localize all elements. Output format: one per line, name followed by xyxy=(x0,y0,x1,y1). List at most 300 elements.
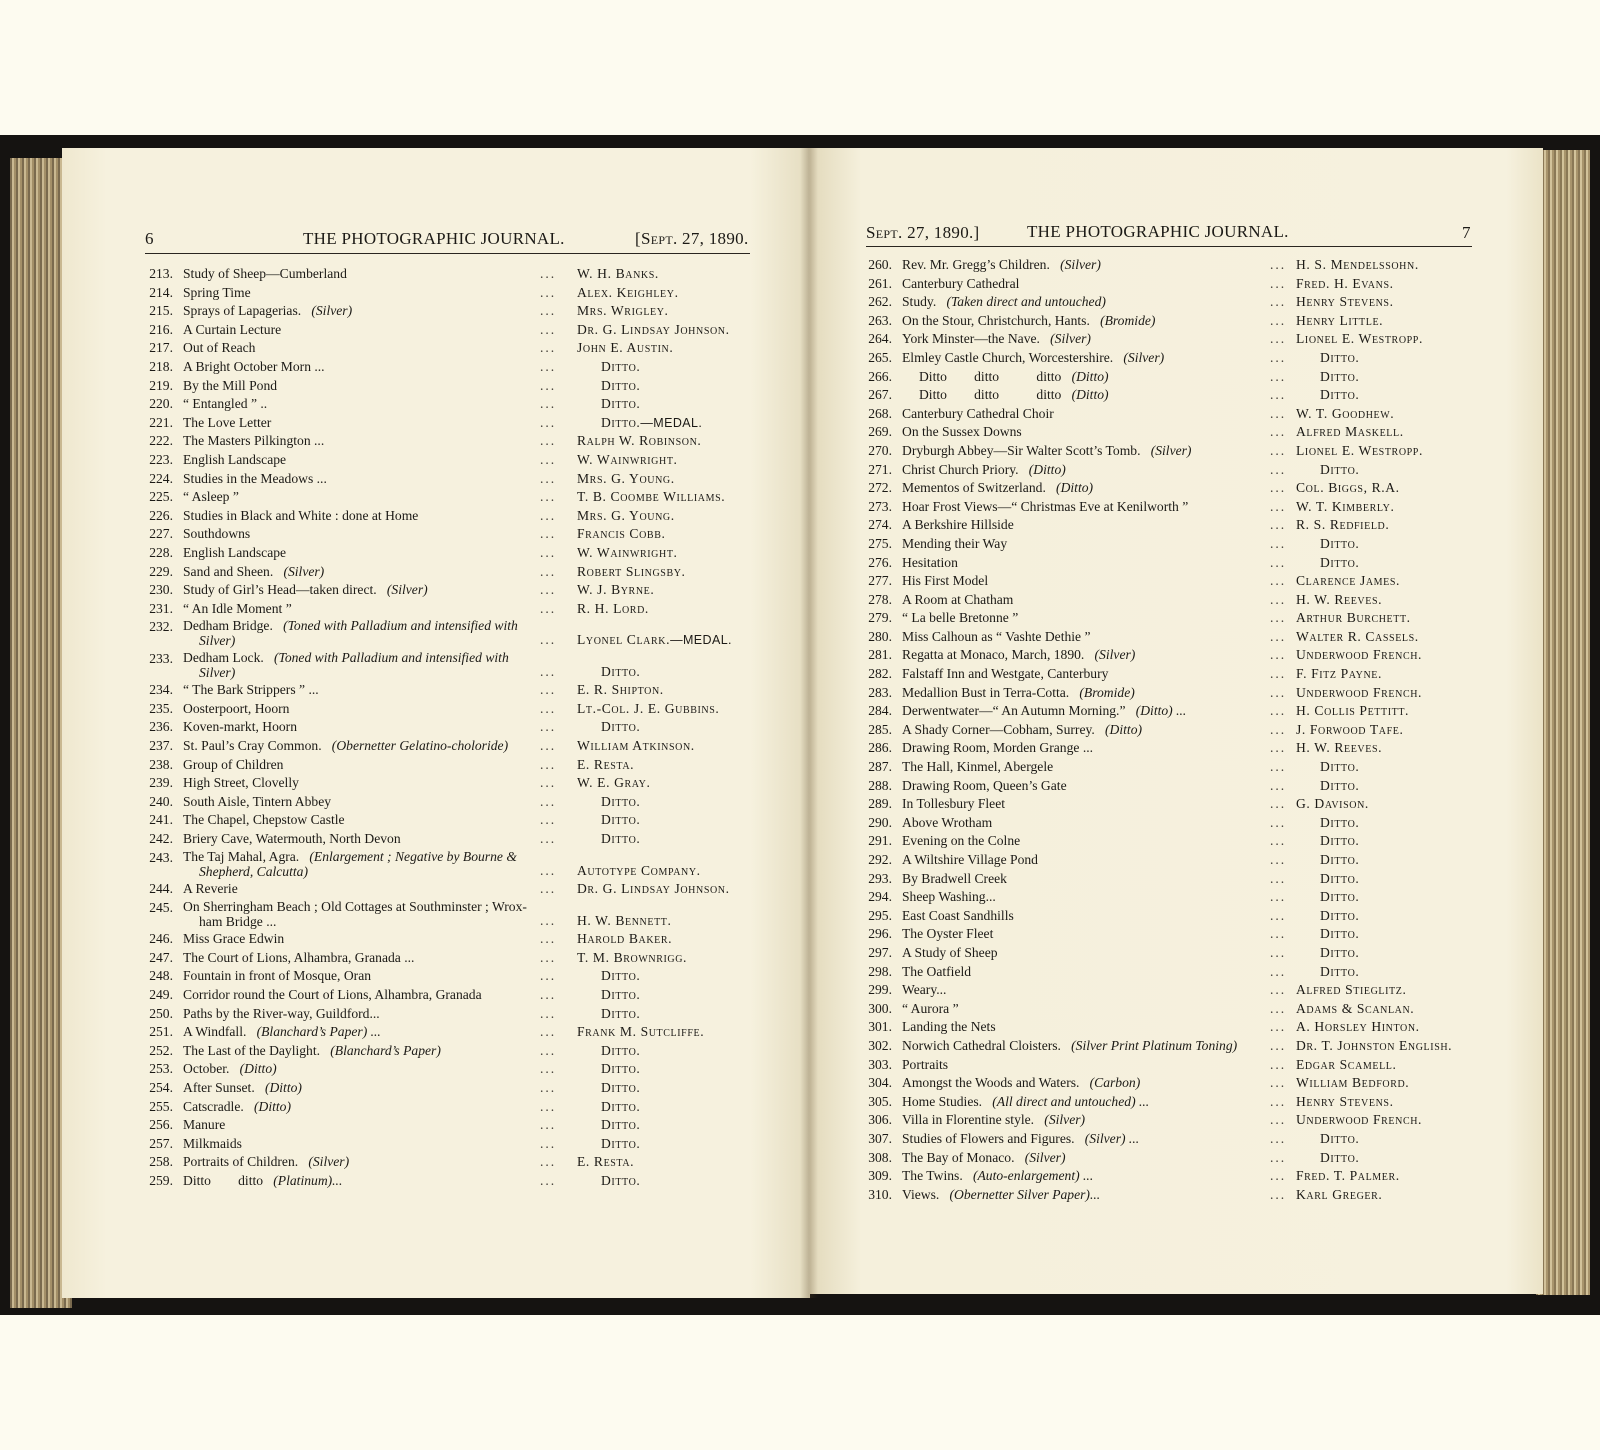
entry-title xyxy=(902,312,1155,331)
catalogue-entry xyxy=(862,1056,1482,1075)
exhibitor-name: Ditto. xyxy=(1320,907,1360,923)
entry-exhibitor xyxy=(1296,516,1389,535)
entry-title-text: Evening on the Colne xyxy=(902,833,1021,849)
entry-title-text: Medallion Bust in Terra-Cotta. xyxy=(902,684,1070,700)
entry-title-text: The Last of the Daylight. xyxy=(183,1042,321,1058)
catalogue-entry xyxy=(862,479,1482,498)
entry-title xyxy=(902,1056,948,1075)
catalogue-entry xyxy=(143,1153,763,1172)
entry-title-text: Spring Time xyxy=(183,284,251,300)
leader-dots: ... xyxy=(540,600,557,616)
entry-exhibitor xyxy=(1296,461,1359,480)
entry-exhibitor xyxy=(1296,1093,1394,1112)
exhibitor-name: A. Horsley Hinton. xyxy=(1296,1019,1420,1035)
exhibitor-name: John E. Austin. xyxy=(577,340,674,356)
exhibitor-name: Alfred Stieglitz. xyxy=(1296,982,1407,998)
entry-process-note: (Blanchard’s Paper) ... xyxy=(256,1024,381,1040)
leader-dots: ... xyxy=(540,862,557,878)
catalogue-entry xyxy=(862,591,1482,610)
exhibitor-name: Arthur Burchett. xyxy=(1296,610,1411,626)
catalogue-entry xyxy=(862,851,1482,870)
entry-title xyxy=(183,488,239,507)
entry-title xyxy=(902,702,1186,721)
entry-number: 250. xyxy=(149,1005,173,1021)
entry-exhibitor xyxy=(577,718,640,737)
entry-title-text: Views. xyxy=(902,1186,940,1202)
entry-number: 245. xyxy=(149,899,173,915)
exhibitor-name: E. Resta. xyxy=(577,1154,635,1170)
leader-dots: ... xyxy=(1270,554,1287,570)
entry-number: 233. xyxy=(149,650,173,666)
entry-exhibitor xyxy=(1296,293,1394,312)
entry-exhibitor xyxy=(1296,275,1394,294)
entry-title-text: Mending their Way xyxy=(902,535,1008,551)
exhibitor-name: E. R. Shipton. xyxy=(577,682,664,698)
entry-number: 265. xyxy=(868,349,892,365)
entry-process-note: (Ditto) xyxy=(1071,368,1109,384)
exhibitor-name: Ditto. xyxy=(1320,387,1360,403)
exhibitor-name: W. Wainwright. xyxy=(577,544,678,560)
catalogue-entry xyxy=(862,461,1482,480)
entry-process-note: (Silver) xyxy=(1094,647,1136,663)
entry-exhibitor xyxy=(577,432,701,451)
right-page-edges xyxy=(1536,150,1590,1295)
exhibitor-name: Henry Little. xyxy=(1296,312,1384,328)
entry-number: 259. xyxy=(149,1172,173,1188)
entry-exhibitor xyxy=(577,1060,640,1079)
catalogue-entry xyxy=(862,554,1482,573)
catalogue-entry xyxy=(862,293,1482,312)
entry-title-text: Rev. Mr. Gregg’s Children. xyxy=(902,257,1050,272)
exhibitor-name: W. J. Byrne. xyxy=(577,582,655,598)
exhibitor-name: Ditto. xyxy=(1320,814,1360,830)
leader-dots: ... xyxy=(1270,349,1287,365)
exhibitor-name: Alex. Keighley. xyxy=(577,284,679,300)
entry-number: 236. xyxy=(149,719,173,735)
entry-title xyxy=(183,700,289,719)
entry-title-text: Manure xyxy=(183,1117,226,1133)
leader-dots: ... xyxy=(1270,1075,1287,1091)
entry-process-note: (Ditto) xyxy=(1105,721,1143,737)
entry-number: 230. xyxy=(149,582,173,598)
entry-title xyxy=(183,451,286,470)
entry-title-text: On the Stour, Christchurch, Hants. xyxy=(902,312,1090,328)
entry-number: 293. xyxy=(868,870,892,886)
entry-title-text: The Twins. xyxy=(902,1168,963,1184)
entry-exhibitor xyxy=(577,830,640,849)
entry-title xyxy=(183,1116,225,1135)
catalogue-entry xyxy=(862,777,1482,796)
entry-title-text: High Street, Clovelly xyxy=(183,775,299,791)
entry-exhibitor xyxy=(1296,1167,1400,1186)
right-header-date: Sept. 27, 1890.] xyxy=(866,223,980,242)
entry-title-text: Ditto ditto ditto xyxy=(902,387,1062,403)
exhibitor-name: Ditto. xyxy=(601,1117,641,1133)
leader-dots: ... xyxy=(540,358,557,374)
entry-number: 282. xyxy=(868,666,892,682)
exhibitor-name: Underwood French. xyxy=(1296,647,1423,663)
entry-number: 226. xyxy=(149,507,173,523)
leader-dots: ... xyxy=(1270,498,1287,514)
catalogue-entry xyxy=(862,535,1482,554)
exhibitor-name: Lt.-Col. J. E. Gubbins. xyxy=(577,700,720,716)
entry-process-note: (Silver) xyxy=(1044,1112,1086,1128)
entry-title xyxy=(902,330,1091,349)
entry-process-note: (Silver) ... xyxy=(1084,1130,1140,1146)
catalogue-entry xyxy=(143,432,763,451)
catalogue-entry xyxy=(143,967,763,986)
exhibitor-name: Ditto. xyxy=(601,812,641,828)
catalogue-entry xyxy=(143,930,763,949)
entry-second-line xyxy=(199,864,308,880)
leader-dots: ... xyxy=(1270,944,1287,960)
entry-process-note: (Toned with Palladium and intensified with xyxy=(283,618,518,634)
exhibitor-name: Lionel E. Westropp. xyxy=(1296,331,1423,347)
entry-title-text: Miss Grace Edwin xyxy=(183,931,285,947)
leader-dots: ... xyxy=(540,912,557,928)
entry-exhibitor xyxy=(577,756,634,775)
entry-title-text: Catscradle. xyxy=(183,1098,244,1114)
entry-exhibitor xyxy=(1296,1186,1382,1205)
entry-number: 286. xyxy=(868,740,892,756)
entry-exhibitor xyxy=(1296,1056,1397,1075)
exhibitor-name: Adams & Scanlan. xyxy=(1296,1000,1415,1016)
left-page-number: 6 xyxy=(145,229,154,248)
entry-title xyxy=(183,525,250,544)
catalogue-entry xyxy=(862,702,1482,721)
catalogue-entry xyxy=(143,756,763,775)
entry-exhibitor xyxy=(1296,1074,1409,1093)
catalogue-entry xyxy=(862,330,1482,349)
leader-dots: ... xyxy=(1270,1056,1287,1072)
entry-exhibitor xyxy=(577,414,702,433)
entry-number: 269. xyxy=(868,424,892,440)
catalogue-entry xyxy=(143,737,763,756)
leader-dots: ... xyxy=(540,582,557,598)
entry-title-text: The Love Letter xyxy=(183,414,272,430)
leader-dots: ... xyxy=(540,451,557,467)
leader-dots: ... xyxy=(540,1042,557,1058)
catalogue-entry xyxy=(862,1111,1482,1130)
entry-number: 221. xyxy=(149,414,173,430)
exhibitor-name: Ditto. xyxy=(601,831,641,847)
entry-number: 257. xyxy=(149,1135,173,1151)
leader-dots: ... xyxy=(1270,424,1287,440)
entry-exhibitor xyxy=(1296,423,1404,442)
leader-dots: ... xyxy=(1270,1186,1287,1202)
entry-process-note: (Obernetter Gelatino-choloride) xyxy=(331,738,509,754)
leader-dots: ... xyxy=(1270,759,1287,775)
exhibitor-name: Ditto. xyxy=(601,377,641,393)
entry-title-text: Mementos of Switzerland. xyxy=(902,480,1046,496)
exhibitor-name: Ditto. xyxy=(601,414,641,430)
entry-title-text: Landing the Nets xyxy=(902,1019,996,1035)
catalogue-entry xyxy=(862,1130,1482,1149)
catalogue-entry xyxy=(143,1005,763,1024)
entry-number: 215. xyxy=(149,303,173,319)
entry-title-text: Weary... xyxy=(902,982,947,998)
entry-process-note: (Ditto) xyxy=(253,1098,291,1114)
entry-number: 283. xyxy=(868,684,892,700)
entry-title xyxy=(902,1018,996,1037)
leader-dots: ... xyxy=(1270,1168,1287,1184)
catalogue-entry xyxy=(143,581,763,600)
entry-process-note: (Obernetter Silver Paper)... xyxy=(949,1186,1101,1202)
entry-title xyxy=(902,479,1093,498)
exhibitor-name: Frank M. Sutcliffe. xyxy=(577,1024,705,1040)
entry-exhibitor xyxy=(1296,721,1403,740)
leader-dots: ... xyxy=(540,396,557,412)
leader-dots: ... xyxy=(1270,870,1287,886)
entry-process-note: (Blanchard’s Paper) xyxy=(330,1042,441,1058)
catalogue-entry xyxy=(862,888,1482,907)
leader-dots: ... xyxy=(540,266,557,281)
entry-title-text: The Court of Lions, Alhambra, Granada ... xyxy=(183,949,415,965)
entry-title xyxy=(183,470,327,489)
entry-title xyxy=(183,1023,381,1042)
entry-number: 310. xyxy=(868,1186,892,1202)
entry-title xyxy=(902,275,1019,294)
entry-title xyxy=(902,1149,1065,1168)
exhibitor-name: Ditto. xyxy=(1320,963,1360,979)
catalogue-entry xyxy=(862,1149,1482,1168)
entry-exhibitor xyxy=(1296,1018,1420,1037)
entry-exhibitor xyxy=(577,811,640,830)
exhibitor-name: Lionel E. Westropp. xyxy=(1296,442,1423,458)
entry-title xyxy=(902,535,1007,554)
exhibitor-name: Francis Cobb. xyxy=(577,526,666,542)
leader-dots: ... xyxy=(540,544,557,560)
leader-dots: ... xyxy=(1270,1093,1287,1109)
leader-dots: ... xyxy=(540,1061,557,1077)
entry-title xyxy=(183,849,517,865)
leader-dots: ... xyxy=(540,507,557,523)
entry-exhibitor xyxy=(577,339,673,358)
entry-title xyxy=(902,423,1022,442)
entry-number: 279. xyxy=(868,610,892,626)
entry-title-text: Dryburgh Abbey—Sir Walter Scott’s Tomb. xyxy=(902,442,1141,458)
entry-exhibitor xyxy=(577,581,654,600)
entry-title xyxy=(902,368,1109,387)
exhibitor-name: Underwood French. xyxy=(1296,1112,1423,1128)
entry-title xyxy=(183,618,518,634)
entry-title xyxy=(902,1111,1085,1130)
entry-title-text: By the Mill Pond xyxy=(183,377,278,393)
entry-number: 278. xyxy=(868,591,892,607)
entry-number: 297. xyxy=(868,944,892,960)
entry-process-note: (Toned with Palladium and intensified with xyxy=(273,649,509,665)
left-journal-title: THE PHOTOGRAPHIC JOURNAL. xyxy=(303,229,565,248)
entry-exhibitor xyxy=(1296,591,1382,610)
catalogue-entry xyxy=(862,442,1482,461)
entry-exhibitor xyxy=(1296,832,1359,851)
catalogue-entry xyxy=(862,1000,1482,1019)
exhibitor-name: Ditto. xyxy=(601,663,641,679)
entry-title xyxy=(902,870,1007,889)
leader-dots: ... xyxy=(1270,777,1287,793)
entry-exhibitor xyxy=(1296,572,1400,591)
entry-title xyxy=(183,1135,242,1154)
entry-title xyxy=(183,544,286,563)
entry-number: 238. xyxy=(149,756,173,772)
entry-process-note: (Bromide) xyxy=(1079,684,1135,700)
entry-title-text: Sprays of Lapagerias. xyxy=(183,303,302,319)
entry-number: 232. xyxy=(149,619,173,635)
entry-number: 273. xyxy=(868,498,892,514)
entry-title-continued: ham Bridge ... xyxy=(199,913,277,929)
entry-title xyxy=(902,1074,1140,1093)
entry-title xyxy=(183,756,283,775)
entry-title-text: A Study of Sheep xyxy=(902,944,998,960)
catalogue-entry xyxy=(862,609,1482,628)
leader-dots: ... xyxy=(540,831,557,847)
entry-process-note: (Ditto) xyxy=(1071,387,1109,403)
entry-number: 246. xyxy=(149,931,173,947)
leader-dots: ... xyxy=(1270,740,1287,756)
entry-title-text: Canterbury Cathedral Choir xyxy=(902,405,1054,421)
entry-number: 251. xyxy=(149,1024,173,1040)
entry-process-note: (Silver) xyxy=(1150,442,1192,458)
entry-exhibitor xyxy=(577,1116,640,1135)
leader-dots: ... xyxy=(1270,628,1287,644)
entry-title xyxy=(183,880,238,899)
entry-second-line xyxy=(199,665,235,681)
catalogue-entry xyxy=(862,870,1482,889)
entry-title-text: Hesitation xyxy=(902,554,958,570)
entry-title-text: Corridor round the Court of Lions, Alhambra, Granada xyxy=(183,987,482,1002)
entry-title xyxy=(902,907,1014,926)
leader-dots: ... xyxy=(1270,461,1287,477)
entry-title-text: Paths by the River-way, Guildford... xyxy=(183,1005,380,1021)
leader-dots: ... xyxy=(1270,331,1287,347)
leader-dots: ... xyxy=(1270,907,1287,923)
entry-title xyxy=(902,1037,1237,1056)
entry-title-text: Study of Girl’s Head—taken direct. xyxy=(183,582,377,598)
entry-title xyxy=(902,442,1191,461)
entry-exhibitor xyxy=(577,1005,640,1024)
entry-title-text: Portraits xyxy=(902,1056,949,1072)
leader-dots: ... xyxy=(1270,703,1287,719)
exhibitor-name: Ditto. xyxy=(601,1079,641,1095)
entry-number: 256. xyxy=(149,1117,173,1133)
leader-dots: ... xyxy=(1270,647,1287,663)
entry-number: 298. xyxy=(868,963,892,979)
entry-title-text: Sand and Sheen. xyxy=(183,563,274,579)
entry-number: 299. xyxy=(868,982,892,998)
entry-exhibitor xyxy=(577,1023,704,1042)
exhibitor-name: Ditto. xyxy=(1320,554,1360,570)
catalogue-entry xyxy=(862,423,1482,442)
catalogue-entry xyxy=(143,650,763,682)
entry-title-text: Study of Sheep—Cumberland xyxy=(183,266,347,281)
entry-title xyxy=(902,1000,959,1019)
entry-exhibitor xyxy=(577,470,675,489)
exhibitor-name: H. W. Reeves. xyxy=(1296,740,1383,756)
entry-number: 296. xyxy=(868,926,892,942)
left-entry-list xyxy=(143,265,763,1191)
entry-exhibitor xyxy=(1296,646,1422,665)
exhibitor-name: Autotype Company. xyxy=(577,862,701,878)
entry-title-text: Fountain in front of Mosque, Oran xyxy=(183,968,372,984)
entry-process-note: (Silver) xyxy=(1050,331,1091,347)
catalogue-entry xyxy=(143,488,763,507)
catalogue-entry xyxy=(143,507,763,526)
entry-process-note: (Taken direct and untouched) xyxy=(946,294,1106,310)
entry-title-text: October. xyxy=(183,1061,230,1077)
entry-number: 284. xyxy=(868,703,892,719)
medal-award: —MEDAL. xyxy=(640,415,703,430)
entry-title-text: Koven-markt, Hoorn xyxy=(183,719,298,735)
catalogue-entry xyxy=(862,684,1482,703)
catalogue-entry xyxy=(143,830,763,849)
catalogue-entry xyxy=(143,470,763,489)
leader-dots: ... xyxy=(1270,517,1287,533)
entry-process-note: (Silver) xyxy=(1123,349,1165,365)
exhibitor-name: Ditto. xyxy=(1320,368,1360,384)
entry-number: 288. xyxy=(868,777,892,793)
entry-process-note: (Ditto) xyxy=(1028,461,1066,477)
catalogue-entry xyxy=(143,1042,763,1061)
entry-exhibitor xyxy=(577,321,730,340)
entry-exhibitor xyxy=(577,1079,640,1098)
entry-number: 268. xyxy=(868,405,892,421)
entry-exhibitor xyxy=(577,912,672,931)
entry-number: 225. xyxy=(149,489,173,505)
entry-title xyxy=(902,925,993,944)
leader-dots: ... xyxy=(1270,294,1287,310)
leader-dots: ... xyxy=(540,414,557,430)
entry-number: 249. xyxy=(149,987,173,1002)
exhibitor-name: Clarence James. xyxy=(1296,573,1401,589)
entry-number: 253. xyxy=(149,1061,173,1077)
entry-exhibitor xyxy=(1296,442,1423,461)
entry-title-text: “ Entangled ” .. xyxy=(183,396,268,412)
entry-title-text: Drawing Room, Queen’s Gate xyxy=(902,777,1067,793)
entry-number: 217. xyxy=(149,340,173,356)
leader-dots: ... xyxy=(1270,368,1287,384)
entry-number: 224. xyxy=(149,470,173,486)
entry-title xyxy=(183,830,401,849)
leader-dots: ... xyxy=(540,968,557,984)
entry-exhibitor xyxy=(1296,739,1382,758)
entry-exhibitor xyxy=(577,930,672,949)
entry-exhibitor xyxy=(1296,851,1359,870)
entry-title-text: Studies of Flowers and Figures. xyxy=(902,1130,1075,1146)
entry-process-note: (Ditto) xyxy=(1056,480,1094,496)
entry-number: 280. xyxy=(868,628,892,644)
entry-number: 270. xyxy=(868,442,892,458)
entry-exhibitor xyxy=(577,1135,640,1154)
entry-title xyxy=(183,650,509,666)
entry-number: 291. xyxy=(868,833,892,849)
entry-exhibitor xyxy=(1296,1111,1422,1130)
entry-exhibitor xyxy=(577,265,659,284)
catalogue-entry xyxy=(862,721,1482,740)
entry-exhibitor xyxy=(1296,368,1359,387)
entry-title-text: Regatta at Monaco, March, 1890. xyxy=(902,647,1085,663)
entry-number: 223. xyxy=(149,451,173,467)
exhibitor-name: Ditto. xyxy=(1320,759,1360,775)
entry-title xyxy=(183,600,292,619)
entry-exhibitor xyxy=(1296,925,1359,944)
entry-exhibitor xyxy=(577,663,640,682)
entry-exhibitor xyxy=(1296,944,1359,963)
catalogue-entry xyxy=(143,793,763,812)
catalogue-entry xyxy=(143,563,763,582)
entry-title-text: South Aisle, Tintern Abbey xyxy=(183,793,332,809)
entry-title-text: Portraits of Children. xyxy=(183,1154,299,1170)
entry-exhibitor xyxy=(1296,758,1359,777)
